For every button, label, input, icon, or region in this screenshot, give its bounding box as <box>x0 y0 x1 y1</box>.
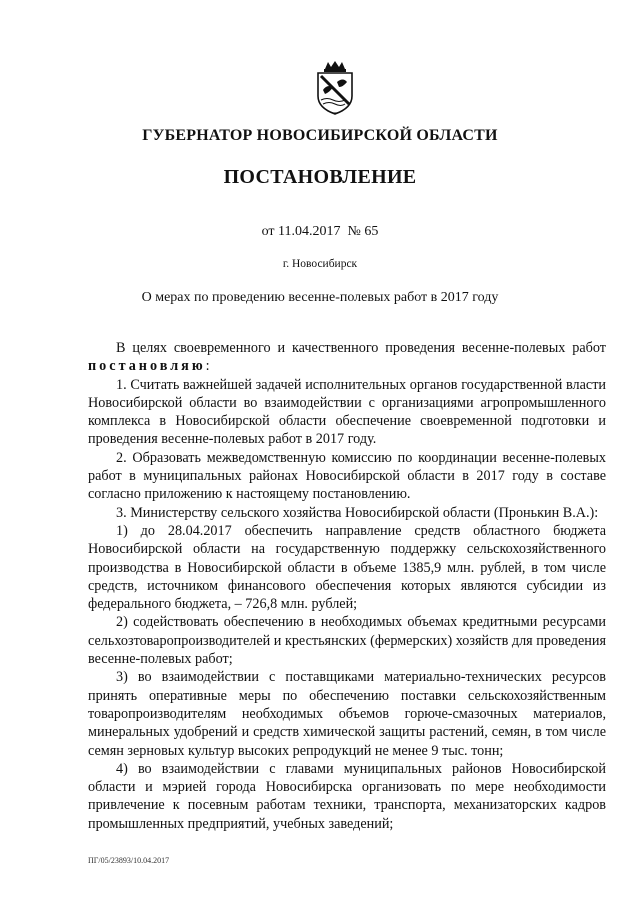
document-body <box>88 339 606 833</box>
clause-3-2: 2) содействовать обеспечению в необходимых объемах кредитными ресурсами сельхозтоваропроизводителей и крестьянских (фермерских) хозяйств для проведения весенне-полевых работ; <box>88 614 606 668</box>
date-and-number: от 11.04.2017 № 65 <box>261 224 379 239</box>
coat-of-arms-icon <box>313 60 357 116</box>
clause-2: 2. Образовать межведомственную комиссию по координации весенне-полевых работ в муниципальных районах Новосибирской области в 2017 году в составе согласно приложению к настоящему постановлению. <box>88 449 606 503</box>
clause-3-4: 4) во взаимодействии с главами муниципальных районов Новосибирской области и мэрией города Новосибирска организовать по мере необходимости привлечение к посевным работам техники, транспорта, механизаторских кадров промышленных предприятий, учебных заведений; <box>88 760 606 832</box>
clause-3: 3. Министерству сельского хозяйства Новосибирской области (Пронькин В.А.): <box>116 504 599 521</box>
preamble-paragraph <box>88 339 606 376</box>
document-subject: О мерах по проведению весенне-полевых работ в 2017 году <box>141 290 499 305</box>
resolve-suffix: : <box>205 358 210 375</box>
clause-3-1: 1) до 28.04.2017 обеспечить направление средств областного бюджета Новосибирской области на государственную поддержку сельскохозяйственного производства в Новосибирской области в объеме 1385,9 млн. рублей, в том числе средств, источником финансового обеспечения которых являются субсидии из федерального бюджета, – 726,8 млн. рублей; <box>88 522 606 613</box>
document-code: ПГ/05/23893/10.04.2017 <box>88 856 170 865</box>
document-type: ПОСТАНОВЛЕНИЕ <box>223 166 417 188</box>
preamble-text: В целях своевременного и качественного проведения весенне-полевых работ <box>116 340 606 356</box>
resolve-word: постановляю <box>88 358 206 375</box>
clause-1: 1. Считать важнейшей задачей исполнительных органов государственной власти Новосибирской области во взаимодействии с организациями агропромышленного комплекса в Новосибирской области обеспечение своевременной подготовки и проведения весенне-полевых работ в 2017 году. <box>88 376 606 448</box>
city: г. Новосибирск <box>282 258 358 270</box>
clause-3-3: 3) во взаимодействии с поставщиками материально-технических ресурсов принять оперативные меры по обеспечению поставки сельскохозяйственным товаропроизводителям необходимых объемов горюче-смазочных материалов, минеральных удобрений и средств химической защиты растений, семян, в том числе семян зерновых культур высоких репродукций не менее 9 тыс. тонн; <box>88 669 606 759</box>
issuing-authority: ГУБЕРНАТОР НОВОСИБИРСКОЙ ОБЛАСТИ <box>142 127 498 144</box>
